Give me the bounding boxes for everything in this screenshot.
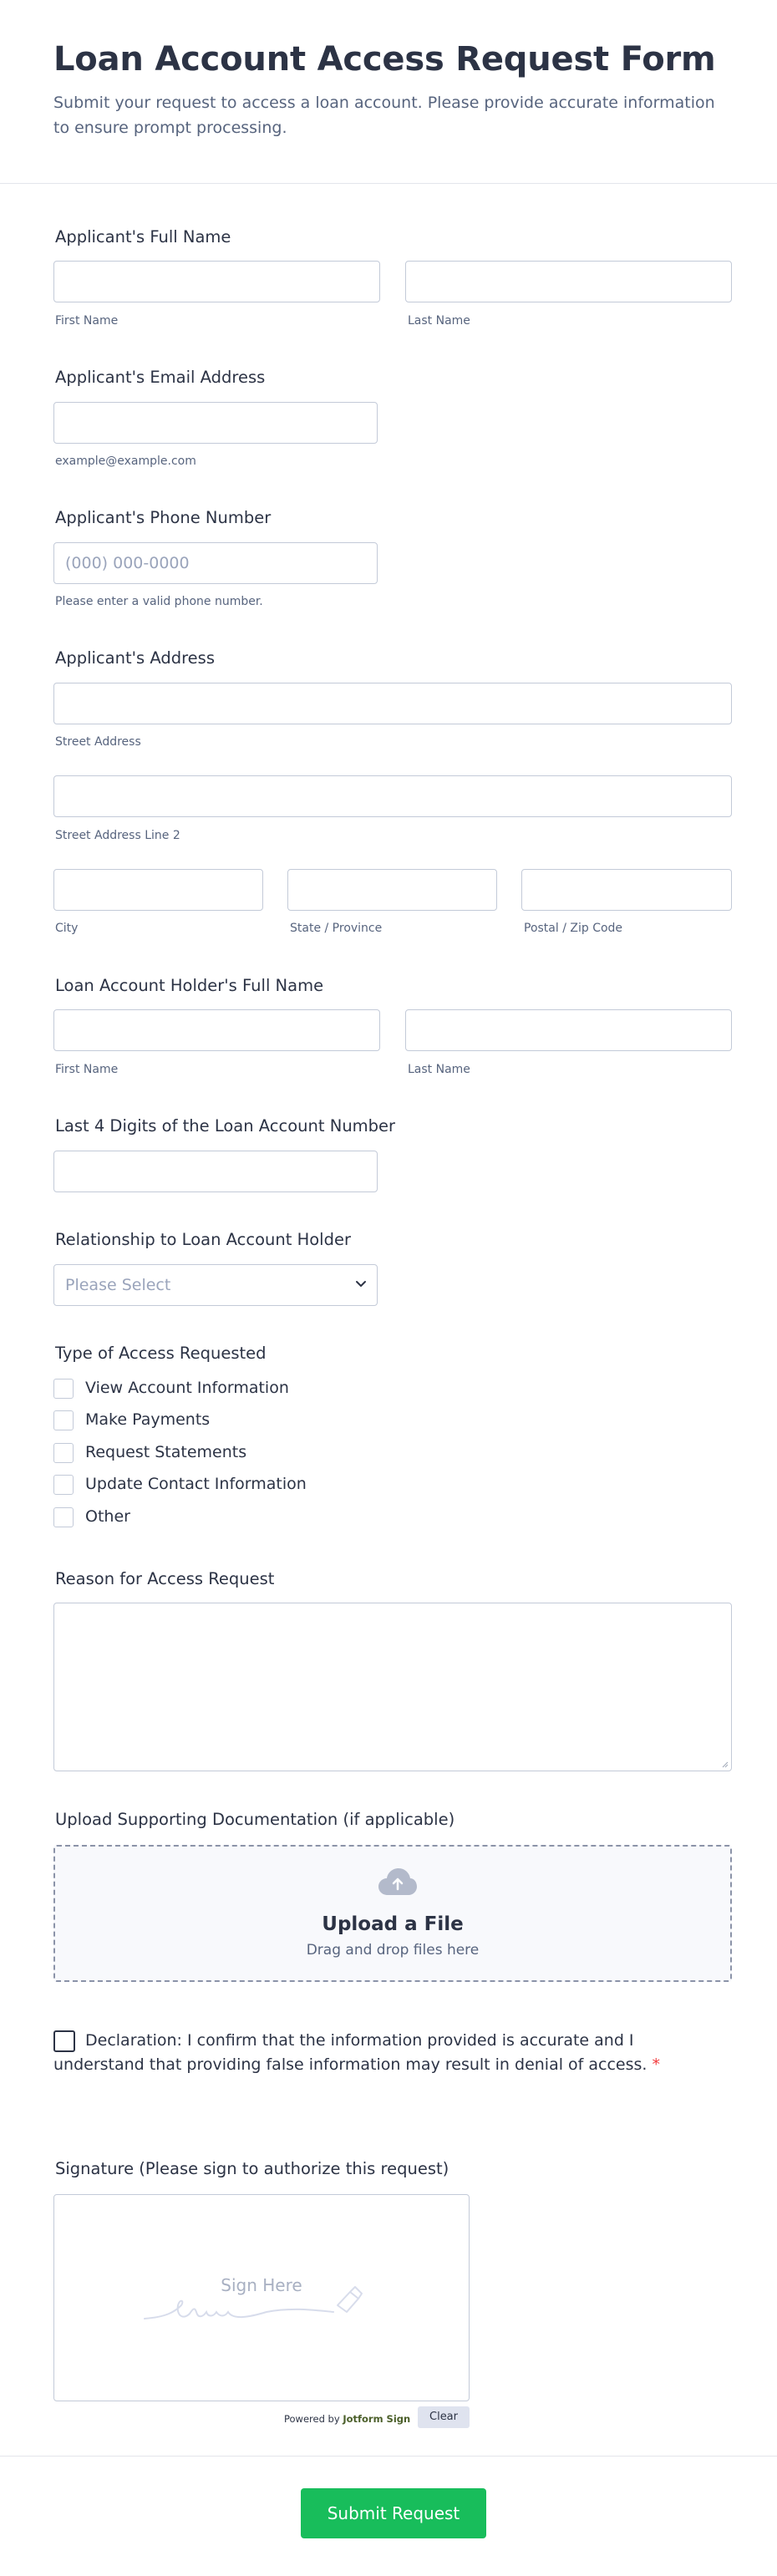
access-option-checkbox-view[interactable] <box>53 1379 74 1399</box>
cloud-upload-icon <box>378 1867 418 1898</box>
applicant-last-name-input[interactable] <box>405 261 732 302</box>
holder-first-name-sublabel: First Name <box>55 1063 119 1076</box>
required-mark: * <box>652 2055 661 2074</box>
reason-textarea[interactable] <box>53 1603 732 1771</box>
account-digits-input[interactable] <box>53 1151 378 1192</box>
access-type-label: Type of Access Requested <box>55 1344 267 1363</box>
applicant-address-label: Applicant's Address <box>55 648 215 668</box>
powered-by-label: Powered by <box>284 2413 340 2425</box>
applicant-email-sublabel: example@example.com <box>55 455 196 468</box>
street-address-input[interactable] <box>53 683 732 724</box>
holder-name-label: Loan Account Holder's Full Name <box>55 976 324 995</box>
upload-label: Upload Supporting Documentation (if applicable) <box>55 1810 455 1829</box>
access-option-label-other: Other <box>85 1507 130 1526</box>
access-option-label-payments: Make Payments <box>85 1410 211 1429</box>
account-digits-label: Last 4 Digits of the Loan Account Number <box>55 1116 396 1136</box>
holder-first-name-input[interactable] <box>53 1009 380 1051</box>
access-option-checkbox-contact[interactable] <box>53 1475 74 1495</box>
street-address-sublabel: Street Address <box>55 735 141 749</box>
chevron-down-icon <box>355 1280 367 1288</box>
access-option-checkbox-statements[interactable] <box>53 1443 74 1463</box>
relationship-label: Relationship to Loan Account Holder <box>55 1230 351 1249</box>
declaration-text: Declaration: I confirm that the information provided is accurate and I understand that providing false information may result in denial of access. <box>53 2031 648 2074</box>
resize-handle-icon[interactable] <box>720 1760 729 1768</box>
applicant-email-input[interactable] <box>53 402 378 444</box>
signature-pad[interactable] <box>53 2194 470 2401</box>
city-sublabel: City <box>55 922 79 935</box>
zip-sublabel: Postal / Zip Code <box>524 922 623 935</box>
submit-button[interactable]: Submit Request <box>301 2488 486 2538</box>
street-address-line2-sublabel: Street Address Line 2 <box>55 829 180 842</box>
page-subtitle: Submit your request to access a loan account. Please provide accurate information to ensure prompt processing. <box>53 94 715 137</box>
applicant-phone-sublabel: Please enter a valid phone number. <box>55 595 263 608</box>
access-option-label-statements: Request Statements <box>85 1443 247 1461</box>
signature-pad-hint: Sign Here <box>221 2275 302 2295</box>
applicant-first-name-sublabel: First Name <box>55 314 119 328</box>
applicant-last-name-sublabel: Last Name <box>408 314 470 328</box>
state-input[interactable] <box>287 869 497 911</box>
access-option-label-contact: Update Contact Information <box>85 1475 307 1493</box>
state-sublabel: State / Province <box>290 922 383 935</box>
upload-title: Upload a File <box>322 1913 464 1935</box>
declaration-text-block <box>53 2029 722 2077</box>
applicant-first-name-input[interactable] <box>53 261 380 302</box>
access-option-checkbox-payments[interactable] <box>53 1410 74 1430</box>
phone-placeholder: (000) 000-0000 <box>65 554 190 572</box>
street-address-line2-input[interactable] <box>53 775 732 817</box>
zip-input[interactable] <box>521 869 732 911</box>
applicant-email-label: Applicant's Email Address <box>55 368 266 387</box>
city-input[interactable] <box>53 869 263 911</box>
applicant-name-label: Applicant's Full Name <box>55 227 231 246</box>
powered-by-text <box>284 2413 410 2425</box>
access-option-label-view: View Account Information <box>85 1379 289 1397</box>
file-upload-dropzone[interactable] <box>53 1845 732 1982</box>
holder-last-name-input[interactable] <box>405 1009 732 1051</box>
applicant-phone-input[interactable] <box>53 542 378 584</box>
footer-divider <box>0 2456 777 2457</box>
relationship-selected-value: Please Select <box>65 1276 171 1294</box>
signature-label: Signature (Please sign to authorize this request) <box>55 2159 449 2178</box>
relationship-select[interactable] <box>53 1264 378 1306</box>
upload-hint: Drag and drop files here <box>306 1942 480 1959</box>
jotform-sign-brand: Jotform Sign <box>343 2413 411 2425</box>
header-divider <box>0 183 777 184</box>
reason-label: Reason for Access Request <box>55 1569 275 1588</box>
page-title: Loan Account Access Request Form <box>53 40 716 79</box>
applicant-phone-label: Applicant's Phone Number <box>55 508 272 527</box>
access-option-checkbox-other[interactable] <box>53 1507 74 1527</box>
signature-clear-button[interactable]: Clear <box>418 2406 470 2428</box>
holder-last-name-sublabel: Last Name <box>408 1063 470 1076</box>
